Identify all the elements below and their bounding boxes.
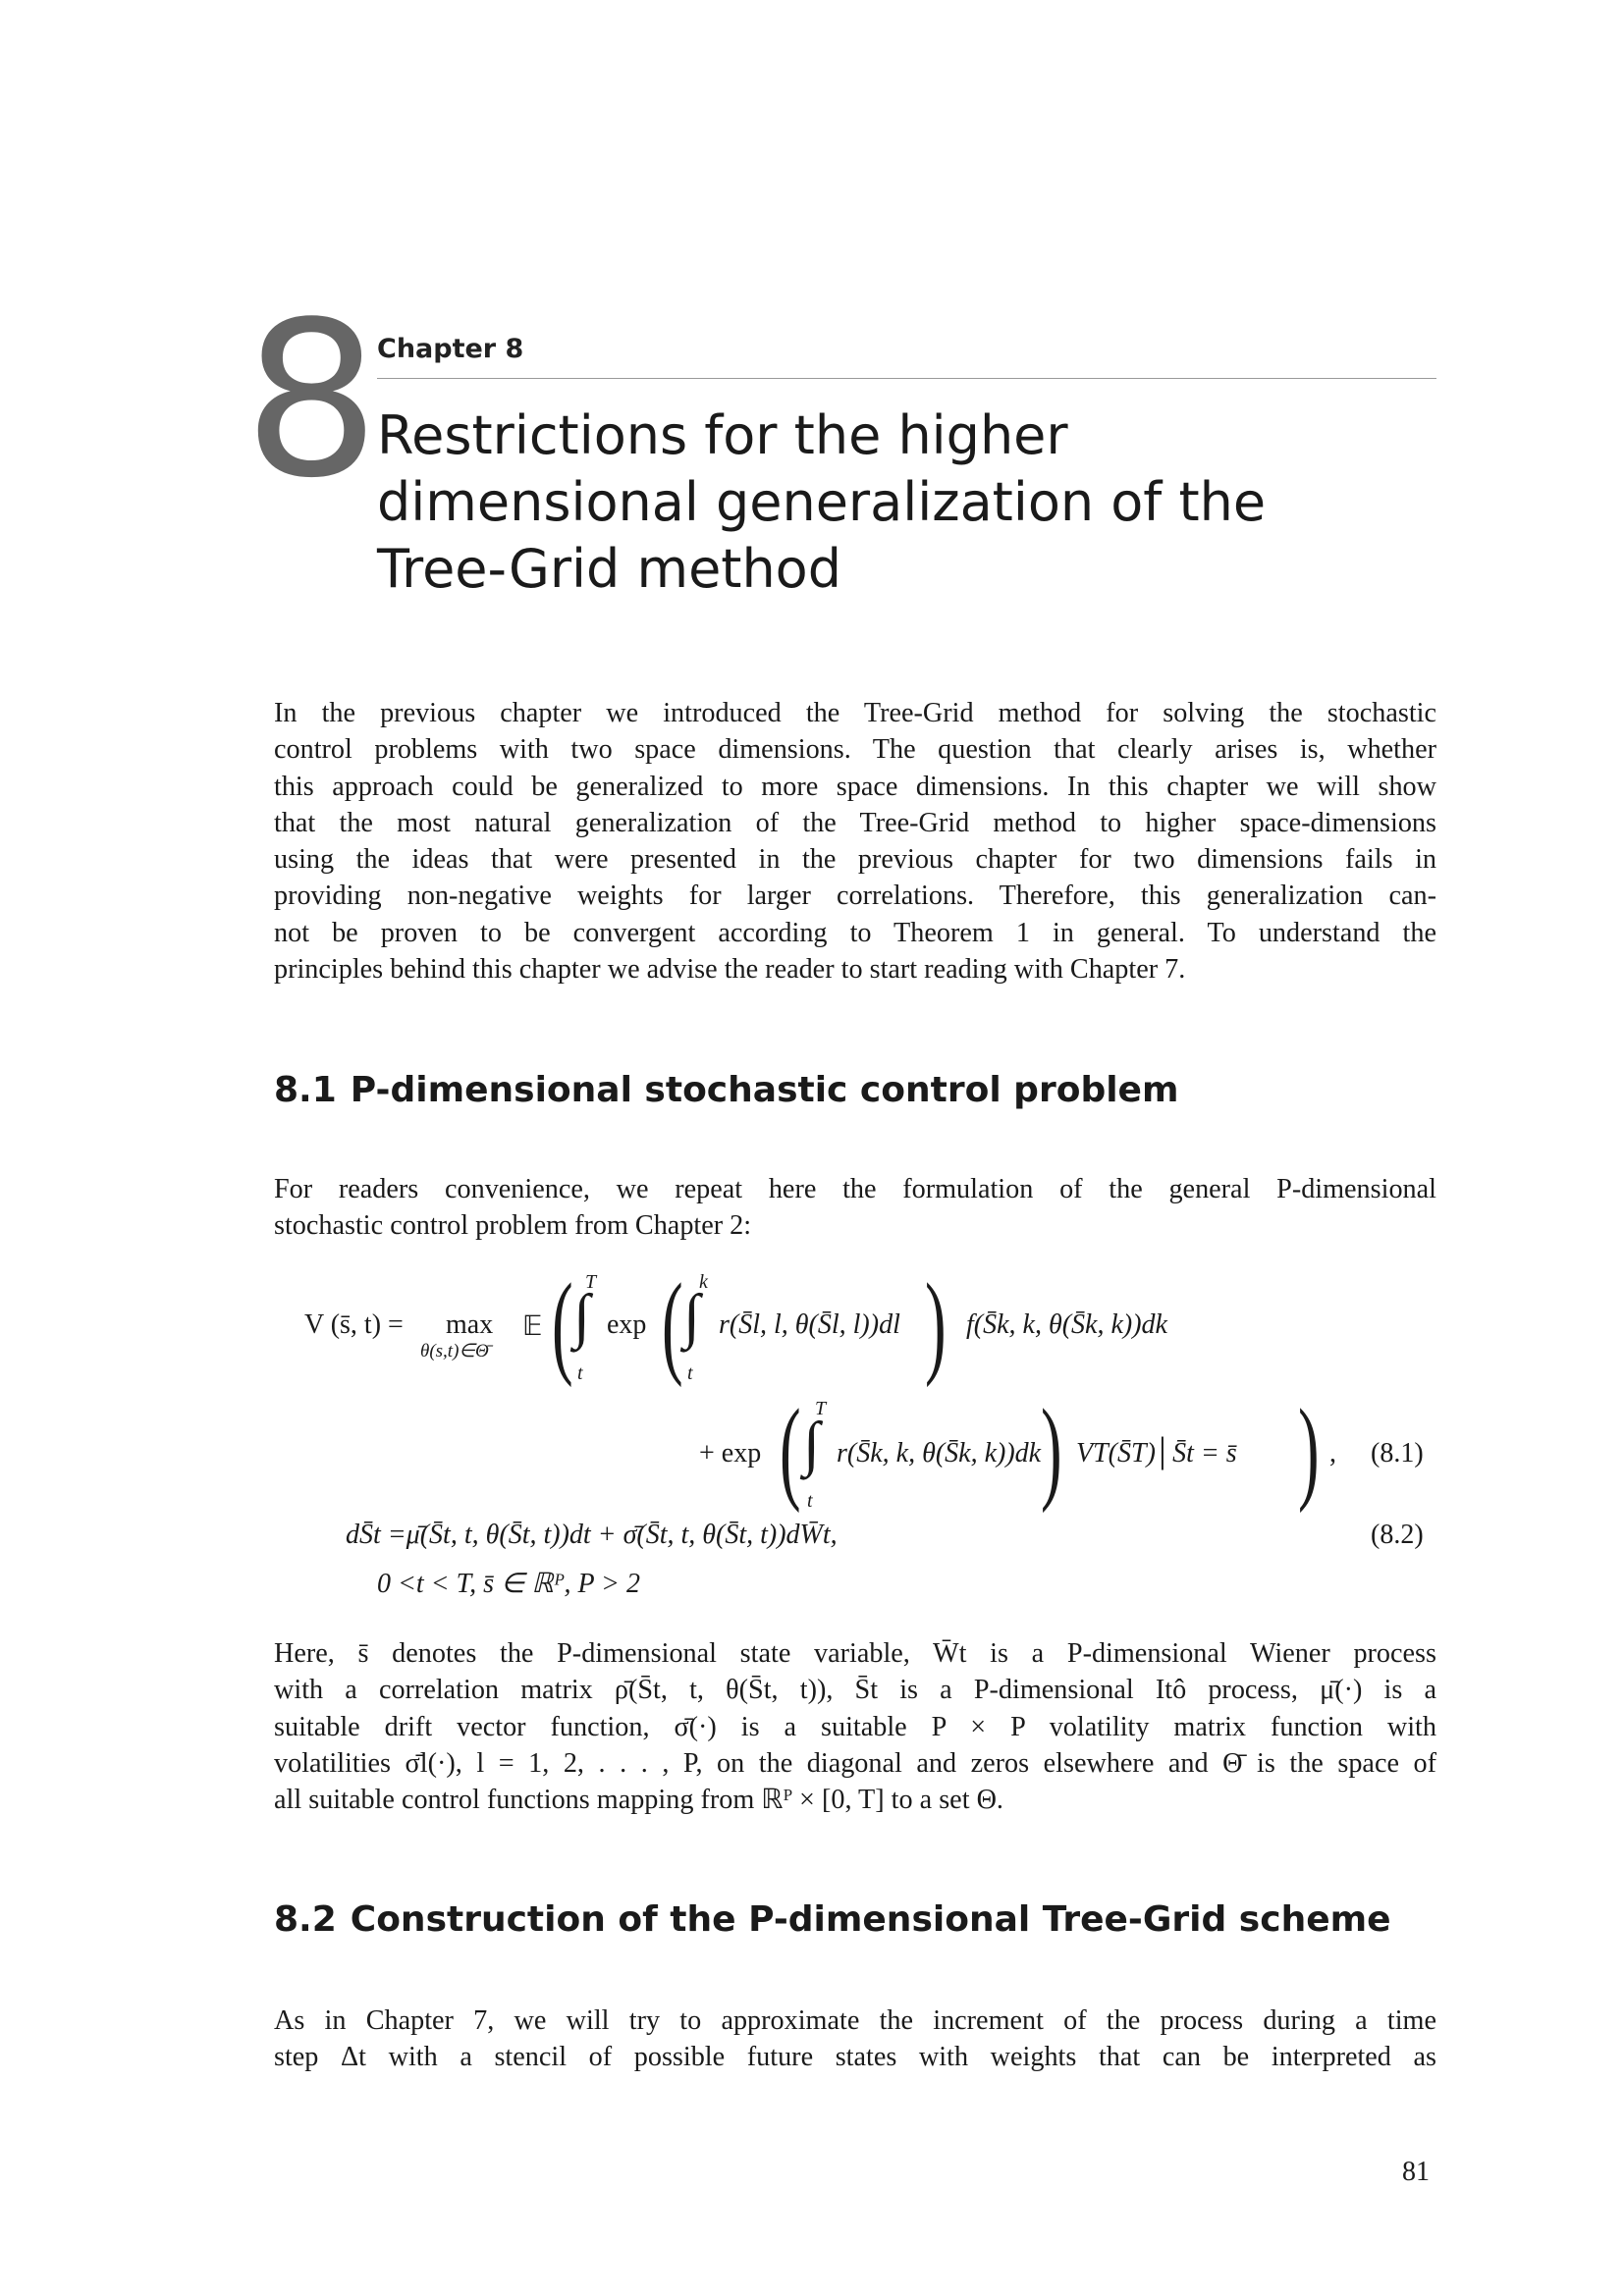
eq-max-subscript: θ(s,t)∈Θ̄	[420, 1341, 489, 1362]
section-number: 8.2	[274, 1899, 337, 1940]
text-line: providing non-negative weights for larger correlations. Therefore, this generalization can-	[274, 881, 1436, 912]
eq-condition: VT(S̄T)│S̄t = s̄	[1076, 1438, 1237, 1468]
text-line: suitable drift vector function, σ̄(·) is a suitable P × P volatility matrix function with	[274, 1711, 1436, 1742]
eq-domain: 0 <t < T, s̄ ∈ ℝᴾ, P > 2	[377, 1569, 640, 1599]
equation-number: (8.1)	[1371, 1438, 1424, 1468]
chapter-title-line: dimensional generalization of the	[377, 471, 1267, 533]
text-line: principles behind this chapter we advise the reader to start reading with Chapter 7.	[274, 954, 1186, 986]
chapter-title-line: Restrictions for the higher	[377, 404, 1068, 466]
section-title: Construction of the P-dimensional Tree-Grid scheme	[350, 1899, 1391, 1940]
paren-close: )	[1298, 1385, 1320, 1514]
eq-max: max	[446, 1309, 494, 1340]
paren-close: )	[925, 1259, 947, 1388]
text-line: volatilities σ̄l(·), l = 1, 2, . . . , P, on the diagonal and zeros elsewhere and Θ̄ is the space of	[274, 1747, 1436, 1779]
text-line: For readers convenience, we repeat here the formulation of the general P-dimensional	[274, 1174, 1436, 1204]
paren-open: (	[780, 1385, 801, 1514]
section-heading-8-1	[274, 1070, 1178, 1110]
text-line: this approach could be generalized to more space dimensions. In this chapter we will show	[274, 771, 1436, 802]
chapter-title-line: Tree-Grid method	[377, 538, 842, 600]
eq-expectation: 𝔼	[522, 1311, 543, 1342]
eq-inner-integrand-2: r(S̄k, k, θ(S̄k, k))dk	[837, 1438, 1042, 1468]
integral-sign: ∫	[683, 1283, 700, 1350]
text-line: that the most natural generalization of the Tree-Grid method to higher space-dimensions	[274, 807, 1436, 838]
integral-upper-limit: T	[585, 1271, 597, 1293]
chapter-number: 8	[244, 277, 374, 525]
eq-inner-integrand: r(S̄l, l, θ(S̄l, l))dl	[719, 1309, 900, 1340]
eq-f-term: f(S̄k, k, θ(S̄k, k))dk	[966, 1309, 1167, 1340]
section-number: 8.1	[274, 1070, 337, 1110]
text-line: As in Chapter 7, we will try to approximate the increment of the process during a time	[274, 2005, 1436, 2036]
text-line: with a correlation matrix ρ̄(S̄t, t, θ(S̄t, t)), S̄t is a P-dimensional Itô process, μ̄(·) is a	[274, 1675, 1436, 1706]
paren-open: (	[662, 1259, 683, 1388]
eq-sde: dS̄t =μ̄(S̄t, t, θ(S̄t, t))dt + σ̄(S̄t, t, θ(S̄t, t))dW̄t,	[346, 1520, 838, 1550]
text-line: Here, s̄ denotes the P-dimensional state variable, W̄t is a P-dimensional Wiener process	[274, 1638, 1436, 1669]
section-heading-8-2	[274, 1899, 1391, 1940]
integral-lower-limit: t	[807, 1490, 813, 1512]
integral-upper-limit: T	[815, 1398, 827, 1419]
text-line: using the ideas that were presented in the previous chapter for two dimensions fails in	[274, 844, 1436, 876]
text-line: not be proven to be convergent according to Theorem 1 in general. To understand the	[274, 917, 1436, 948]
section1-explanation	[274, 1635, 1436, 1818]
text-line: In the previous chapter we introduced the Tree-Grid method for solving the stochastic	[274, 698, 1436, 728]
integral-sign: ∫	[803, 1411, 820, 1477]
equation-number: (8.2)	[1371, 1520, 1424, 1550]
integral-upper-limit: k	[699, 1271, 708, 1293]
intro-paragraph	[274, 695, 1436, 988]
eq-lhs: V (s̄, t) =	[304, 1309, 404, 1340]
integral-lower-limit: t	[577, 1362, 583, 1384]
chapter-rule	[377, 378, 1436, 379]
text-line: all suitable control functions mapping from ℝᴾ × [0, T] to a set Θ.	[274, 1785, 1003, 1816]
section1-lead	[274, 1171, 1436, 1245]
text-line: stochastic control problem from Chapter 2:	[274, 1210, 752, 1242]
page-number: 81	[1402, 2157, 1430, 2187]
paren-open: (	[552, 1259, 573, 1388]
eq-comma: ,	[1329, 1438, 1336, 1468]
paren-close: )	[1041, 1385, 1062, 1514]
eq-exp-plus: + exp	[699, 1438, 762, 1468]
text-line: step Δt with a stencil of possible future states with weights that can be interpreted as	[274, 2042, 1436, 2073]
section-title: P-dimensional stochastic control problem	[350, 1070, 1179, 1110]
chapter-title	[377, 402, 1437, 603]
chapter-label: Chapter 8	[377, 334, 524, 364]
section2-paragraph	[274, 2002, 1436, 2076]
integral-lower-limit: t	[687, 1362, 693, 1384]
text-line: control problems with two space dimensions. The question that clearly arises is, whether	[274, 734, 1436, 766]
integral-sign: ∫	[573, 1283, 590, 1350]
eq-exp: exp	[607, 1309, 647, 1340]
